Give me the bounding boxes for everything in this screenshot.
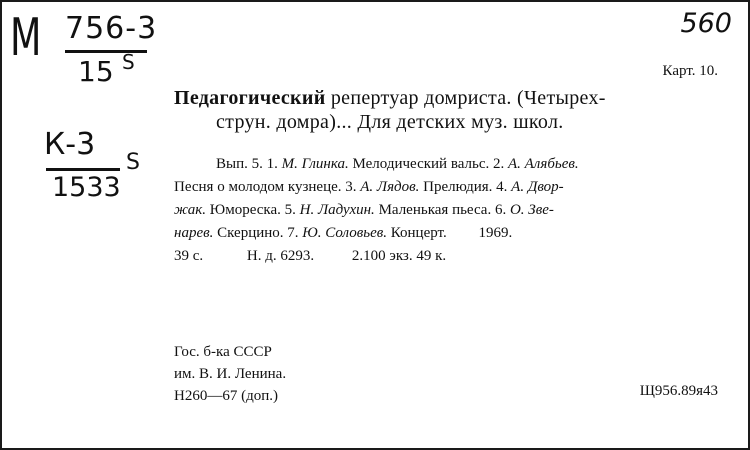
contents-line-5 [174,245,446,267]
pages: 39 с. [174,248,204,264]
author: О. Зве- [509,202,554,218]
code2-numerator: К-3 [44,127,96,162]
contents-line-3 [174,199,554,221]
title-rest-1: репертуар домриста. (Четырех- [330,87,606,109]
text: Юмореска. 5. [209,202,296,218]
author: А. Лядов. [360,179,420,195]
title-bold: Педагогический [174,87,326,109]
text: Концерт. [390,225,447,241]
shelf-code: Щ956.89я43 [639,383,718,399]
author: А. Алябьев. [507,156,579,172]
title-line-1 [174,86,606,110]
copies-price: 2.100 экз. 49 к. [351,248,447,264]
library-line-2: им. В. И. Ленина. [174,366,287,382]
author: нарев. [174,225,214,241]
text: Мелодический вальс. 2. [352,156,505,172]
text: Маленькая пьеса. 6. [378,202,507,218]
author: А. Двор- [511,179,564,195]
code2-denominator: 1533 [52,172,121,203]
library-line-1: Гос. б-ка СССР [174,344,272,360]
code1-superscript: S [122,50,135,74]
code1-letter: М [10,8,42,68]
code1-numerator: 756-3 [65,11,158,46]
text: Вып. 5. 1. [216,156,278,172]
handwritten-card-number: 560 [680,8,732,39]
contents-line-1 [216,153,579,175]
code2-fraction-line [46,168,120,171]
code1-denominator: 15 [78,55,114,88]
author: Ю. Соловьев. [302,225,387,241]
card-number: Карт. 10. [662,63,718,79]
author: Н. Ладухин. [299,202,375,218]
contents-line-4 [174,222,512,244]
code2-superscript: S [126,150,140,175]
text: Скерцино. 7. [217,225,299,241]
contents-line-2 [174,176,564,198]
title-line-2: струн. домра)... Для детских муз. школ. [216,111,564,133]
author: М. Глинка. [281,156,349,172]
year: 1969. [478,225,513,241]
text: Прелюдия. 4. [423,179,508,195]
text: Песня о молодом кузнеце. 3. [174,179,357,195]
edition-number: Н. д. 6293. [246,248,315,264]
library-line-3: Н260—67 (доп.) [174,388,278,404]
author: жак. [174,202,207,218]
